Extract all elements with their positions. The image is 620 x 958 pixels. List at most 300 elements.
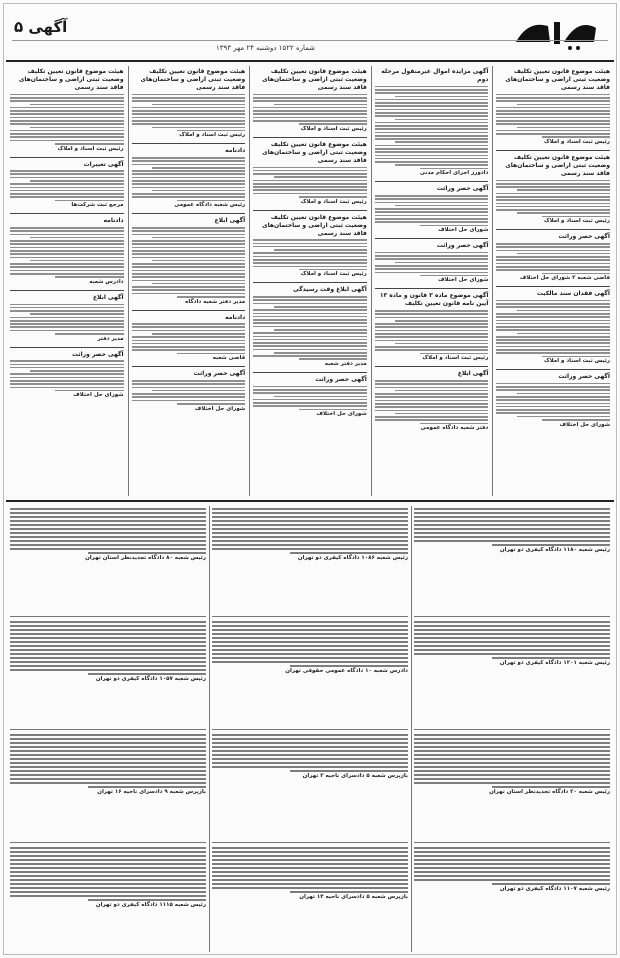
text-line — [414, 524, 610, 526]
notice-separator — [10, 213, 124, 214]
text-line — [10, 367, 124, 369]
text-line — [414, 540, 610, 542]
text-line — [10, 750, 206, 752]
text-line — [10, 738, 206, 740]
text-line — [212, 657, 408, 659]
legal-notice — [496, 290, 610, 365]
text-line — [10, 855, 206, 857]
text-line — [152, 237, 245, 239]
text-line — [375, 155, 489, 157]
text-line — [253, 183, 367, 185]
text-line — [132, 107, 246, 109]
text-line — [253, 259, 367, 261]
notice-separator — [375, 288, 489, 289]
text-line — [517, 104, 610, 106]
text-line — [375, 138, 489, 140]
text-line — [496, 300, 610, 302]
text-line — [496, 206, 610, 208]
text-line — [10, 263, 124, 265]
text-line — [375, 99, 489, 101]
text-line — [496, 113, 610, 115]
notice-title: هیئت موضوع قانون تعیین تکلیف وضعیت ثبتی اراضی و ساختمان‌های فاقد سند رسمی — [262, 140, 367, 164]
text-line — [375, 208, 489, 210]
logo-text — [572, 22, 574, 23]
text-line — [10, 196, 124, 198]
text-line — [212, 528, 408, 530]
text-line — [496, 250, 610, 252]
text-line — [253, 355, 367, 357]
notice-separator — [132, 366, 246, 367]
text-line — [414, 851, 610, 853]
text-line — [132, 330, 246, 332]
text-line — [496, 133, 610, 135]
text-line — [10, 110, 124, 112]
notice-title: هیئت موضوع قانون تعیین تکلیف وضعیت ثبتی اراضی و ساختمان‌های فاقد سند رسمی — [262, 68, 367, 91]
text-line — [253, 94, 367, 96]
notice-title: آگهی حصر وراثت — [193, 370, 246, 378]
legal-notice — [10, 217, 124, 286]
text-line — [10, 524, 206, 526]
text-line — [212, 738, 408, 740]
text-line — [496, 346, 610, 348]
text-line — [10, 323, 124, 325]
text-line — [253, 319, 367, 321]
text-line — [542, 273, 610, 275]
text-line — [375, 218, 489, 220]
text-line — [132, 336, 246, 338]
notice-signature: رئیس شعبه ۱۱۰۷ دادگاه کیفری دو تهران — [499, 885, 610, 892]
text-line — [375, 125, 489, 127]
text-line — [496, 329, 610, 331]
text-line — [132, 180, 246, 182]
text-line — [152, 167, 245, 169]
legal-notice — [496, 68, 610, 146]
legal-notice — [132, 68, 246, 139]
text-line — [253, 180, 367, 182]
text-line — [253, 97, 367, 99]
notice-signature: شورای حل اختلاف — [194, 405, 246, 412]
text-line — [414, 512, 610, 514]
notice-signature: شورای حل اختلاف — [316, 411, 367, 418]
text-line — [212, 625, 408, 627]
notice-signature: شورای حل اختلاف — [438, 227, 489, 234]
notice-signature: رئیس ثبت اسناد و املاک — [300, 271, 367, 278]
text-line — [10, 133, 124, 135]
ad-column — [251, 66, 369, 496]
court-notice — [414, 619, 610, 726]
text-line — [10, 540, 206, 542]
text-line — [10, 871, 206, 873]
text-line — [414, 625, 610, 627]
notice-title: آگهی ابلاغ — [92, 293, 124, 301]
text-line — [10, 774, 206, 776]
text-line — [496, 266, 610, 268]
text-line — [414, 770, 610, 772]
text-line — [274, 104, 367, 106]
text-line — [496, 186, 610, 188]
text-line — [132, 196, 246, 198]
text-line — [253, 173, 367, 175]
text-line — [10, 859, 206, 861]
text-line — [152, 333, 245, 335]
text-line — [212, 734, 408, 736]
text-line — [542, 419, 610, 421]
legal-notice — [132, 147, 246, 209]
text-line — [10, 183, 124, 185]
text-line — [375, 128, 489, 130]
court-notice — [10, 732, 206, 839]
text-line — [55, 333, 123, 335]
notice-title: آگهی حصر وراثت — [558, 373, 610, 381]
text-line — [375, 406, 489, 408]
text-line — [30, 370, 123, 372]
text-line — [132, 396, 246, 398]
text-line — [496, 409, 610, 411]
text-line — [212, 867, 408, 869]
text-line — [212, 742, 408, 744]
text-line — [375, 105, 489, 107]
text-line — [132, 263, 246, 265]
notice-title: دادنامه — [225, 147, 246, 155]
text-line — [375, 92, 489, 94]
text-line — [212, 540, 408, 542]
legal-notice — [10, 294, 124, 343]
text-line — [212, 766, 408, 768]
notice-title: هیئت موضوع قانون تعیین تکلیف وضعیت ثبتی اراضی و ساختمان‌های فاقد سند رسمی — [18, 68, 124, 91]
text-line — [10, 867, 206, 869]
legal-notice — [132, 370, 246, 412]
text-line — [10, 625, 206, 627]
text-line — [375, 393, 489, 395]
notice-separator — [253, 210, 367, 211]
text-line — [375, 86, 489, 88]
text-line — [10, 140, 124, 142]
text-line — [253, 256, 367, 258]
text-line — [253, 296, 367, 298]
text-line — [414, 516, 610, 518]
text-line — [414, 641, 610, 643]
text-line — [375, 336, 489, 338]
text-line — [212, 750, 408, 752]
text-line — [212, 621, 408, 623]
text-line — [253, 167, 367, 169]
text-line — [414, 774, 610, 776]
text-line — [10, 879, 206, 881]
text-line — [375, 396, 489, 398]
text-line — [212, 516, 408, 518]
column-rule — [411, 506, 412, 952]
masthead — [6, 4, 614, 62]
legal-notice — [375, 185, 489, 234]
notice-signature: رئیس ثبت اسناد و املاک — [543, 358, 610, 365]
text-line — [414, 746, 610, 748]
text-line — [375, 410, 489, 412]
text-line — [10, 173, 124, 175]
notice-separator — [375, 238, 489, 239]
text-line — [375, 112, 489, 114]
text-line — [375, 211, 489, 213]
text-line — [212, 871, 408, 873]
notice-rule — [10, 842, 206, 843]
text-line — [414, 645, 610, 647]
text-line — [152, 104, 245, 106]
text-line — [414, 528, 610, 530]
ad-column — [494, 66, 612, 496]
text-line — [253, 239, 367, 241]
text-line — [496, 100, 610, 102]
legal-notice — [132, 314, 246, 363]
text-line — [132, 270, 246, 272]
text-line — [375, 221, 489, 223]
notice-title: آگهی حصر وراثت — [558, 233, 610, 241]
text-line — [414, 859, 610, 861]
text-line — [10, 762, 206, 764]
text-line — [496, 389, 610, 391]
notice-signature: رئیس شعبه ۱۰۸۶ دادگاه کیفری دو تهران — [297, 554, 408, 561]
text-line — [517, 333, 610, 335]
text-line — [152, 283, 245, 285]
text-line — [177, 296, 245, 298]
text-line — [10, 665, 206, 667]
text-line — [375, 158, 489, 160]
text-line — [132, 286, 246, 288]
legal-notice — [253, 286, 367, 368]
text-line — [375, 151, 489, 153]
court-notice — [414, 732, 610, 839]
text-line — [10, 758, 206, 760]
text-line — [10, 770, 206, 772]
notice-signature: رئیس ثبت اسناد و املاک — [543, 218, 610, 225]
text-line — [517, 189, 610, 191]
text-line — [177, 403, 245, 405]
notice-signature: رئیس شعبه ۱۲۰۱ دادگاه کیفری دو تهران — [499, 659, 610, 666]
text-line — [414, 778, 610, 780]
text-line — [420, 423, 488, 425]
text-line — [10, 243, 124, 245]
notice-rule — [414, 729, 610, 730]
text-line — [375, 313, 489, 315]
text-line — [496, 117, 610, 119]
text-line — [496, 196, 610, 198]
text-line — [10, 641, 206, 643]
text-line — [420, 225, 488, 227]
text-line — [375, 272, 489, 274]
text-line — [212, 754, 408, 756]
text-line — [375, 258, 489, 260]
court-notice — [212, 506, 408, 613]
text-line — [10, 782, 206, 784]
text-line — [253, 193, 367, 195]
text-line — [212, 641, 408, 643]
text-line — [212, 661, 408, 663]
notice-signature: رئیس شعبه ۸۰ دادگاه تجدیدنظر استان تهران — [85, 554, 206, 561]
text-line — [10, 373, 124, 375]
text-line — [30, 104, 123, 106]
text-line — [496, 209, 610, 211]
legal-notice — [10, 161, 124, 210]
notice-title: آگهی حصر وراثت — [436, 242, 489, 250]
text-line — [496, 94, 610, 96]
text-line — [496, 193, 610, 195]
text-line — [212, 536, 408, 538]
text-line — [10, 117, 124, 119]
text-line — [212, 863, 408, 865]
text-line — [10, 649, 206, 651]
notice-signature: مرجع ثبت شرکت‌ها — [71, 202, 124, 209]
text-line — [55, 276, 123, 278]
text-line — [414, 532, 610, 534]
text-line — [496, 386, 610, 388]
text-line — [10, 548, 206, 550]
notice-signature: شورای حل اختلاف — [73, 392, 124, 399]
text-line — [132, 240, 246, 242]
text-line — [212, 508, 408, 510]
text-line — [212, 645, 408, 647]
notice-signature: رئیس شعبه ۱۰۵۷ دادگاه کیفری دو تهران — [95, 675, 206, 682]
text-line — [253, 392, 367, 394]
text-line — [10, 187, 124, 189]
text-line — [10, 863, 206, 865]
notice-signature: مدیر دفتر شعبه دادگاه — [185, 298, 246, 305]
text-line — [375, 346, 489, 348]
notice-signature: شورای حل اختلاف — [559, 421, 610, 428]
text-line — [10, 512, 206, 514]
text-line — [375, 416, 489, 418]
text-line — [253, 309, 367, 311]
text-line — [10, 227, 124, 229]
notice-separator — [496, 369, 610, 370]
text-line — [253, 303, 367, 305]
text-line — [253, 342, 367, 344]
text-line — [375, 419, 489, 421]
text-line — [212, 851, 408, 853]
court-notice — [10, 845, 206, 952]
notice-signature: رئیس شعبه ۱۱۱۵ دادگاه کیفری دو تهران — [95, 901, 206, 908]
text-line — [375, 310, 489, 312]
text-line — [10, 754, 206, 756]
text-line — [253, 399, 367, 401]
legal-notice — [253, 214, 367, 279]
legal-notice — [496, 154, 610, 225]
text-line — [274, 396, 367, 398]
text-line — [414, 629, 610, 631]
text-line — [496, 246, 610, 248]
notice-title: آگهی موضوع ماده ۳ قانون و ماده ۱۳ آیین نامه قانون تعیین تکلیف — [379, 292, 489, 308]
text-line — [152, 390, 245, 392]
text-line — [152, 260, 245, 262]
text-line — [496, 336, 610, 338]
text-line — [496, 203, 610, 205]
text-line — [517, 393, 610, 395]
text-line — [30, 260, 123, 262]
text-line — [10, 170, 124, 172]
text-line — [414, 867, 610, 869]
text-line — [253, 107, 367, 109]
text-line — [132, 113, 246, 115]
text-line — [132, 227, 246, 229]
notice-signature: بازپرس شعبه ۵ دادسرای ناحیه ۱۴ تهران — [299, 893, 408, 900]
notice-signature: قاضی شعبه — [212, 355, 246, 362]
text-line — [496, 243, 610, 245]
text-line — [414, 762, 610, 764]
text-line — [375, 132, 489, 134]
text-line — [10, 383, 124, 385]
text-line — [10, 532, 206, 534]
column-rule — [209, 506, 210, 952]
text-line — [496, 110, 610, 112]
text-line — [10, 887, 206, 889]
notice-signature: شورای حل اختلاف — [438, 277, 489, 284]
text-line — [395, 413, 488, 415]
text-line — [212, 629, 408, 631]
notice-separator — [253, 282, 367, 283]
text-line — [10, 120, 124, 122]
text-line — [414, 758, 610, 760]
text-line — [253, 117, 367, 119]
text-line — [496, 263, 610, 265]
text-line — [132, 293, 246, 295]
page-label: آگهی ۵ — [14, 18, 68, 36]
text-line — [496, 406, 610, 408]
text-line — [395, 164, 488, 166]
text-line — [517, 416, 610, 418]
text-line — [496, 399, 610, 401]
notice-signature: رئیس ثبت اسناد و املاک — [300, 198, 367, 205]
text-line — [30, 180, 123, 182]
text-line — [10, 136, 124, 138]
text-line — [253, 336, 367, 338]
text-line — [212, 883, 408, 885]
text-line — [132, 380, 246, 382]
notice-separator — [496, 229, 610, 230]
notice-title: دادنامه — [103, 217, 124, 225]
text-line — [253, 100, 367, 102]
text-line — [10, 637, 206, 639]
text-line — [10, 387, 124, 389]
text-line — [10, 257, 124, 259]
text-line — [132, 257, 246, 259]
text-line — [132, 326, 246, 328]
text-line — [10, 669, 206, 671]
text-line — [132, 343, 246, 345]
text-line — [10, 320, 124, 322]
notice-rule — [10, 729, 206, 730]
text-line — [253, 349, 367, 351]
newspaper-logo — [508, 12, 604, 54]
text-line — [496, 383, 610, 385]
text-line — [496, 123, 610, 125]
text-line — [253, 405, 367, 407]
text-line — [10, 230, 124, 232]
text-line — [10, 100, 124, 102]
text-line — [375, 380, 489, 382]
text-line — [30, 313, 123, 315]
text-line — [395, 390, 488, 392]
text-line — [274, 329, 367, 331]
text-line — [375, 383, 489, 385]
text-line — [375, 145, 489, 147]
text-line — [10, 250, 124, 252]
text-line — [375, 340, 489, 342]
legal-notice — [496, 373, 610, 428]
text-line — [375, 387, 489, 389]
text-line — [496, 259, 610, 261]
text-line — [253, 389, 367, 391]
text-line — [132, 243, 246, 245]
text-line — [299, 123, 367, 125]
text-line — [132, 97, 246, 99]
text-line — [414, 766, 610, 768]
